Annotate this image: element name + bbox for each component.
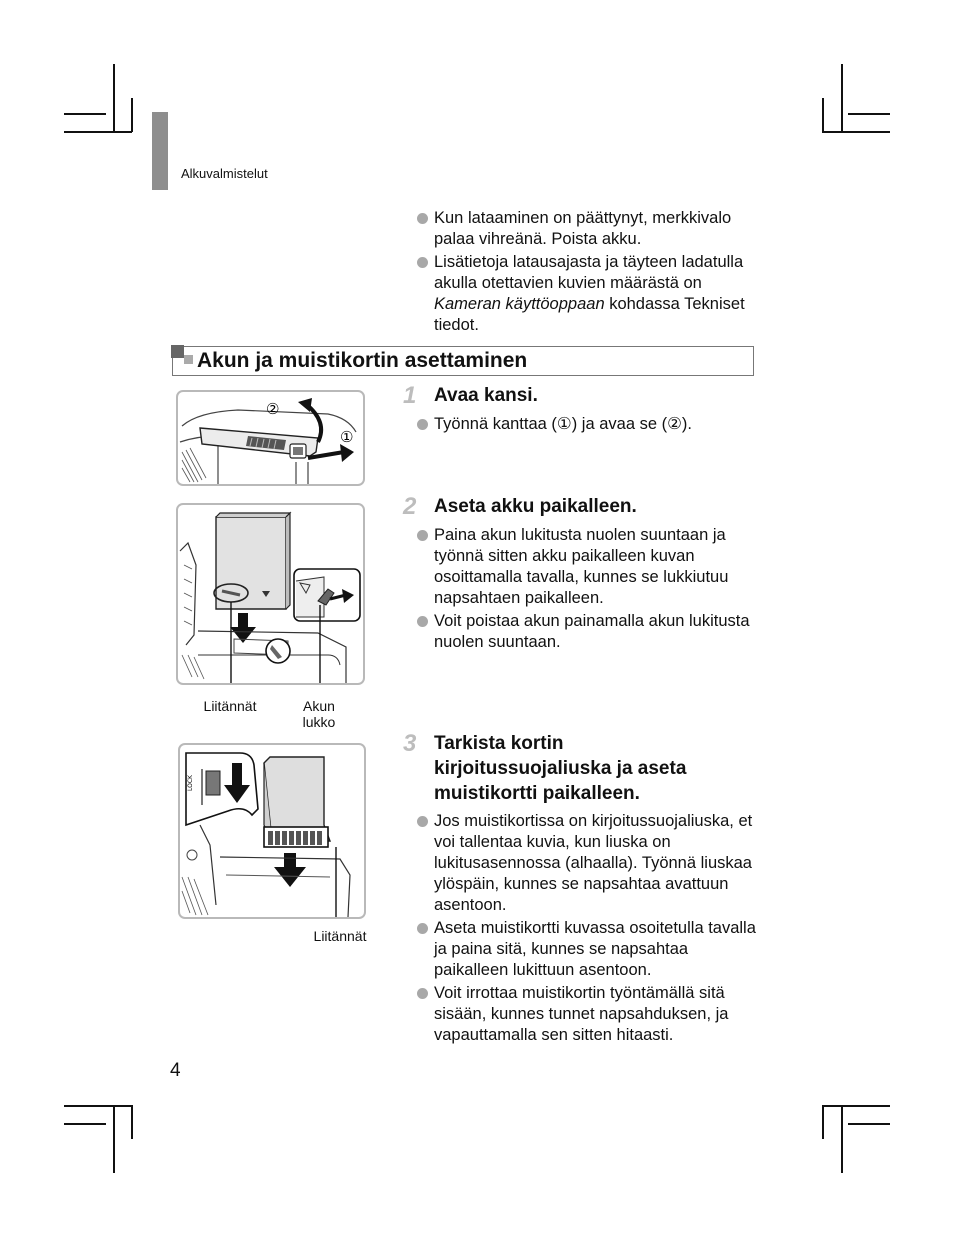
section-heading [172, 346, 754, 376]
bullet-item [417, 811, 762, 916]
bullet-text: Voit poistaa akun painamalla akun lukitusta nuolen suuntaan. [434, 612, 750, 651]
battery-cover-icon [178, 392, 363, 484]
step-bullet-list [417, 811, 762, 1048]
caption-line: lukko [302, 714, 336, 730]
bullet-text: Aseta muistikortti kuvassa osoitetulla tavalla ja paina sitä, kunnes se napsahtaa paikalleen lukittuun asentoon. [434, 919, 756, 979]
crop-mark [64, 113, 106, 115]
svg-text:①: ① [340, 428, 354, 446]
step-number: 3 [403, 730, 417, 757]
battery-insert-icon [178, 505, 363, 683]
step-title: Tarkista kortin kirjoitussuojaliuska ja aseta muistikortti paikalleen. [434, 733, 687, 804]
running-head: Alkuvalmistelut [181, 166, 268, 181]
bullet-item [417, 252, 762, 336]
chapter-tab [152, 112, 168, 190]
caption-card-terminals: Liitännät [313, 928, 367, 944]
crop-mark [822, 1105, 824, 1139]
crop-mark [131, 1105, 133, 1139]
bullet-text: Jos muistikortissa on kirjoitussuojaliuska, et voi tallentaa kuvia, kun liuska on lukitusasennossa (alhaalla). Työnnä liuskaa ylöspäin, kunnes se napsahtaa avattuun asentoon. [434, 812, 753, 914]
crop-mark [822, 98, 824, 132]
crop-mark [131, 98, 133, 132]
crop-mark [822, 131, 890, 133]
svg-text:②: ② [266, 400, 280, 418]
step-title: Aseta akku paikalleen. [434, 496, 637, 517]
crop-mark [64, 1105, 132, 1107]
heading-square-icon [171, 345, 184, 358]
crop-mark [848, 1123, 890, 1125]
bullet-item [417, 611, 762, 653]
crop-mark [848, 113, 890, 115]
bullet-text: Paina akun lukitusta nuolen suuntaan ja työnnä sitten akku paikalleen kuvan osoittamalla tavalla, kunnes se lukkiutuu napsahtaen paikalleen. [434, 526, 729, 607]
bullet-item [417, 208, 762, 250]
crop-mark [113, 1105, 115, 1173]
illustration-memory-card [178, 743, 366, 919]
step-bullet-list [417, 414, 762, 437]
step-number: 2 [403, 493, 417, 520]
bullet-text: kohdassa Tekniset tiedot. [434, 295, 745, 334]
crop-mark [64, 1123, 106, 1125]
crop-mark [841, 1105, 843, 1173]
crop-mark [64, 131, 132, 133]
svg-text:LOCK: LOCK [187, 775, 194, 791]
crop-mark [113, 64, 115, 132]
heading-square-icon [184, 355, 193, 364]
illustration-battery [176, 503, 365, 685]
step-bullet-list [417, 525, 762, 655]
page-number: 4 [170, 1060, 181, 1081]
bullet-item [417, 525, 762, 609]
bullet-text-emphasis: Kameran käyttöoppaan [434, 295, 605, 313]
bullet-item [417, 983, 762, 1046]
step-number: 1 [403, 382, 417, 409]
caption-battery-terminals: Liitännät [203, 698, 257, 714]
intro-bullet-list [417, 208, 762, 338]
bullet-text: Lisätietoja latausajasta ja täyteen ladatulla akulla otettavien kuvien määrästä on [434, 253, 744, 292]
bullet-item [417, 414, 762, 435]
section-title: Akun ja muistikortin asettaminen [197, 349, 528, 372]
crop-mark [822, 1105, 890, 1107]
memory-card-insert-icon [180, 745, 364, 917]
bullet-item [417, 918, 762, 981]
step-title: Avaa kansi. [434, 385, 538, 406]
crop-mark [841, 64, 843, 132]
bullet-text: Voit irrottaa muistikortin työntämällä sitä sisään, kunnes tunnet napsahduksen, ja vapauttamalla sen sitten hitaasti. [434, 984, 729, 1044]
illustration-open-cover [176, 390, 365, 486]
bullet-text: Työnnä kanttaa (①) ja avaa se (②). [434, 415, 692, 433]
caption-battery-lock [294, 698, 344, 730]
caption-line: Akun [303, 698, 335, 714]
bullet-text: Kun lataaminen on päättynyt, merkkivalo palaa vihreänä. Poista akku. [434, 209, 732, 248]
